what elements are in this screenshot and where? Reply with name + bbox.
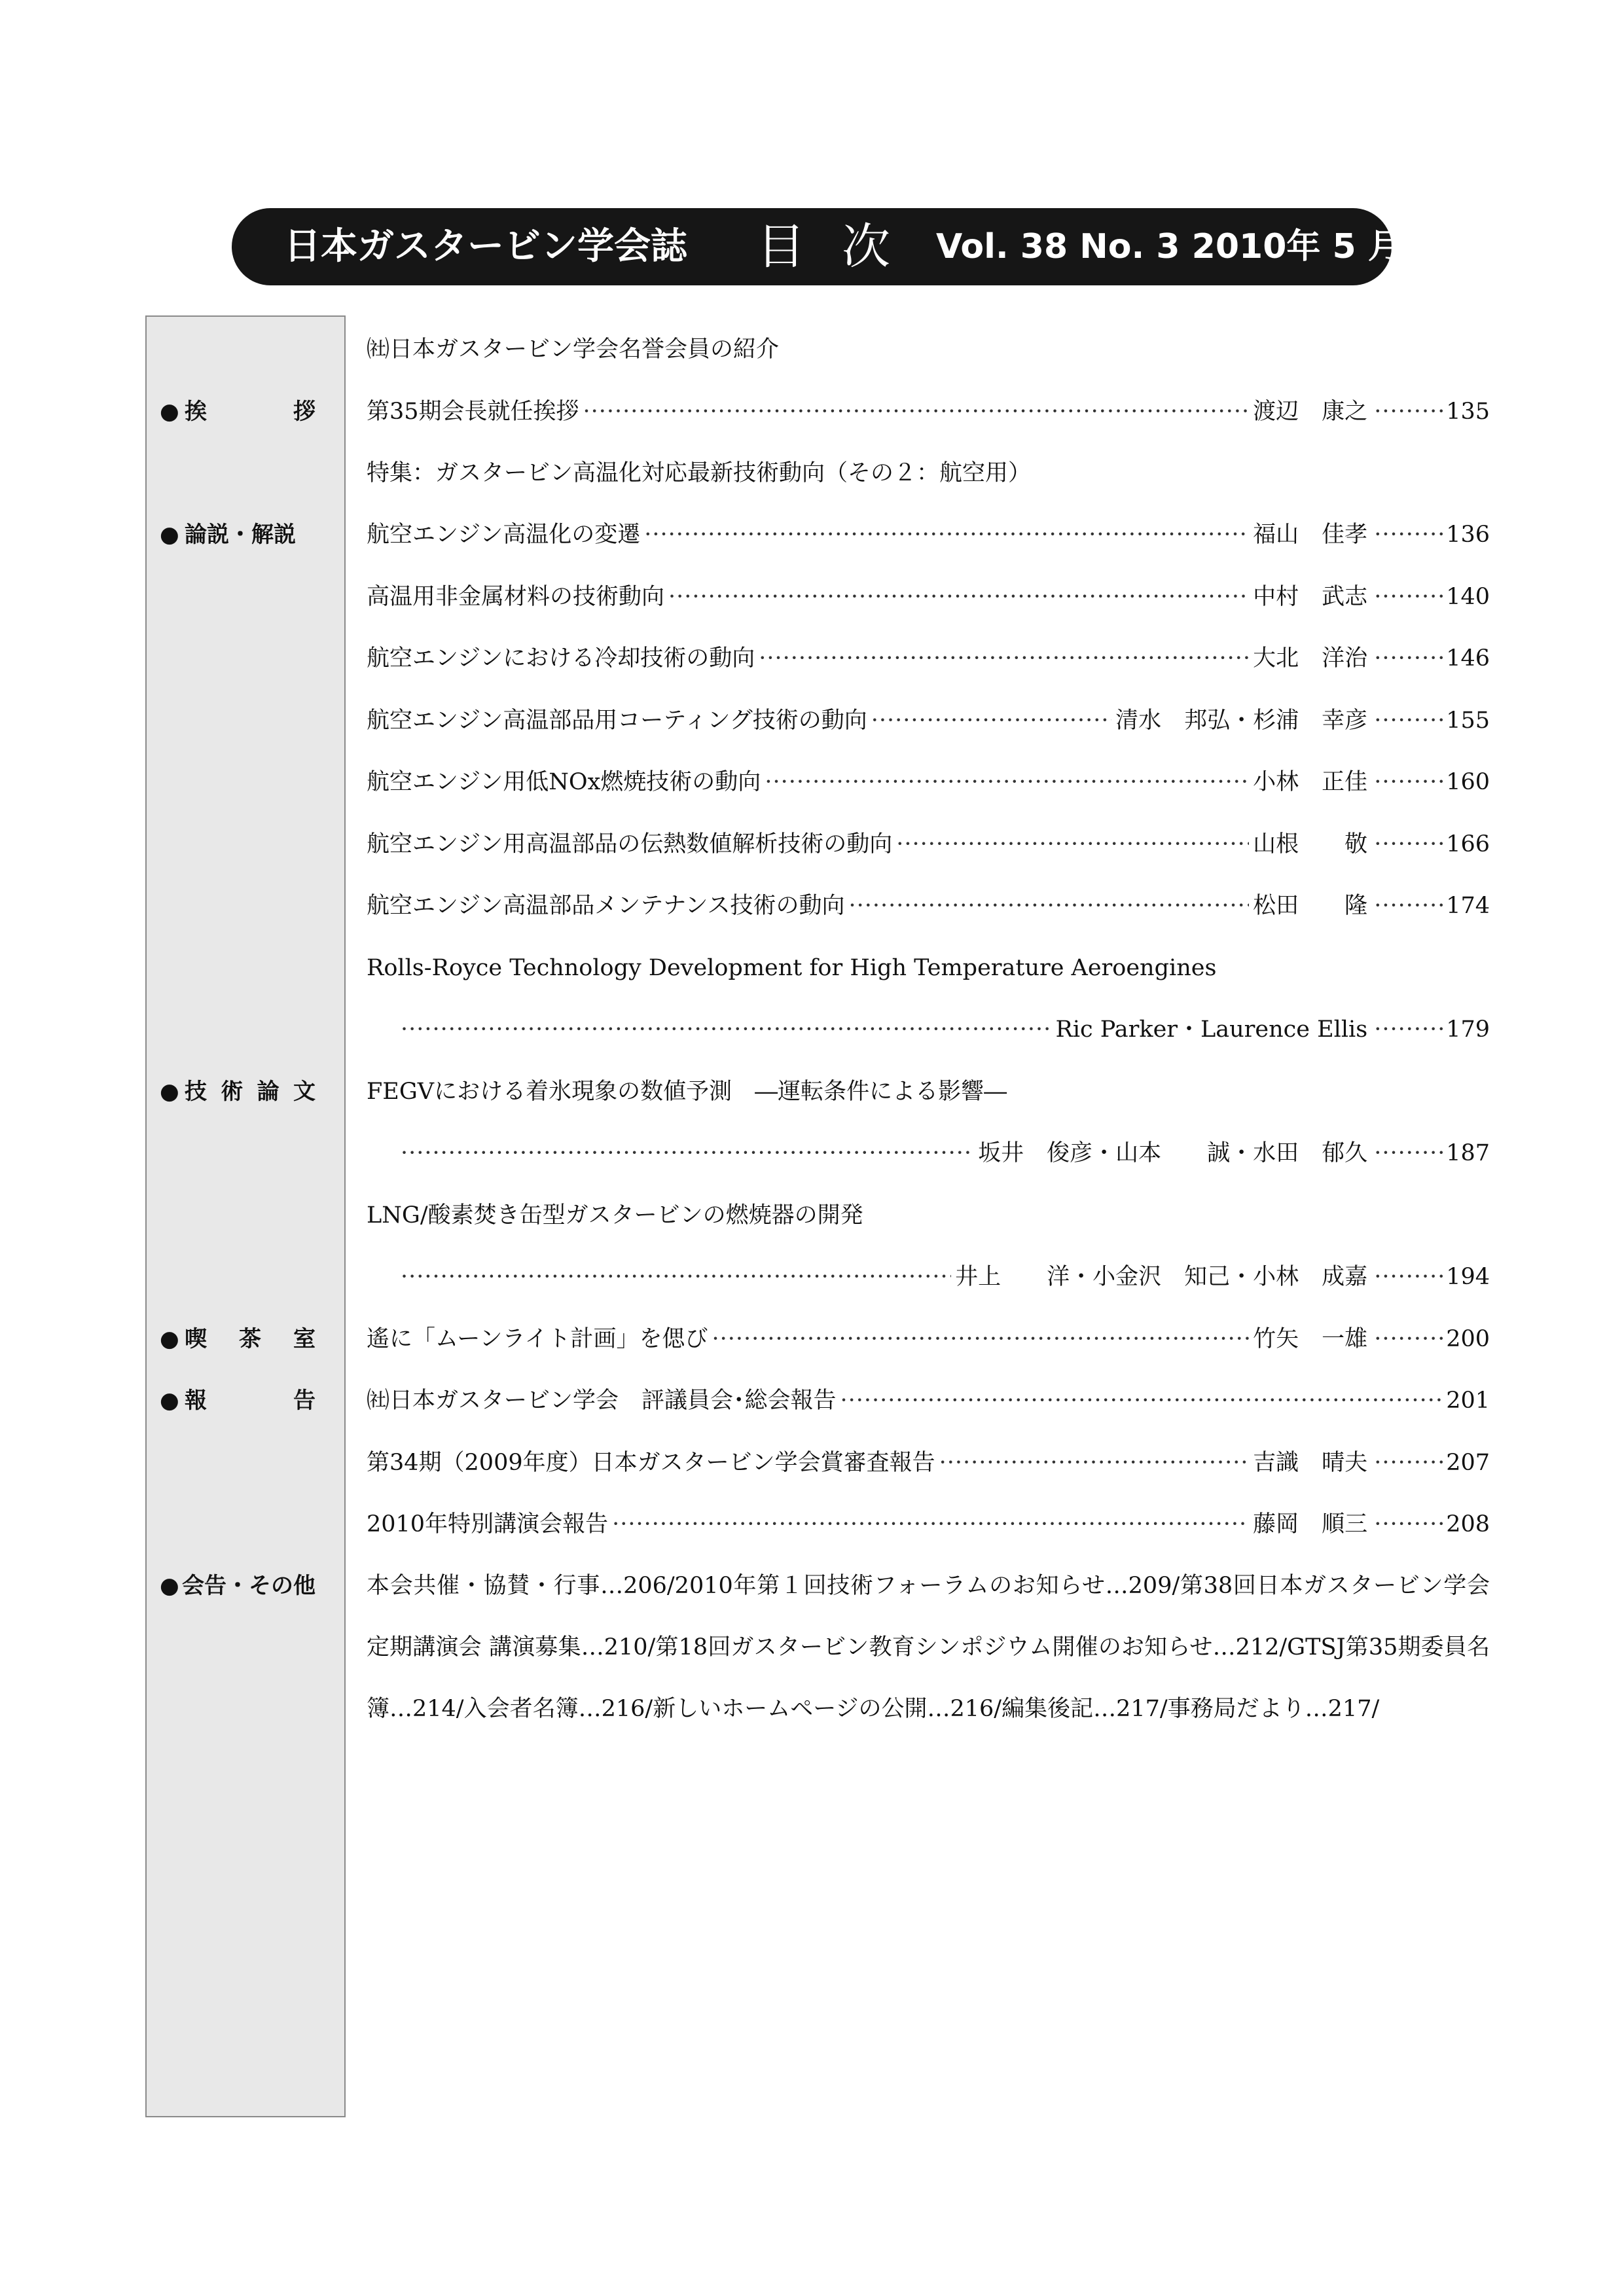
toc-entry[interactable]: 航空エンジン用低NOx燃焼技術の動向 ····· 小林 正佳 ····· 160 bbox=[367, 762, 1490, 802]
toc-entry[interactable]: ㈳日本ガスタービン学会名誉会員の紹介 bbox=[367, 336, 780, 363]
section-label-tea-room: ● 喫 茶 室 bbox=[160, 1319, 316, 1359]
bullet-icon: ● bbox=[160, 1388, 179, 1414]
section-label-review: ● 論説・解説 bbox=[160, 515, 316, 554]
section-label-greeting: ● 挨 拶 bbox=[160, 392, 316, 431]
toc-entry[interactable]: 航空エンジン高温化の変遷 ····· 福山 佳孝 ····· 136 bbox=[367, 515, 1490, 554]
toc-entry[interactable]: Rolls-Royce Technology Development for High Temperature Aeroengines bbox=[367, 955, 1217, 981]
toc-header-banner bbox=[232, 208, 1402, 285]
toc-entry[interactable]: FEGVにおける着氷現象の数値予測 ―運転条件による影響― bbox=[367, 1079, 1007, 1105]
toc-entry[interactable]: 2010年特別講演会報告 ····· 藤岡 順三 ····· 208 bbox=[367, 1505, 1490, 1544]
bullet-icon: ● bbox=[160, 1573, 179, 1599]
bullet-icon: ● bbox=[160, 522, 179, 548]
toc-entry-continuation[interactable]: ····· Ric Parker・Laurence Ellis ····· 179 bbox=[397, 1010, 1490, 1049]
journal-title: 日本ガスタービン学会誌 bbox=[284, 225, 687, 268]
toc-entry[interactable]: 高温用非金属材料の技術動向 ····· 中村 武志 ····· 140 bbox=[367, 577, 1490, 617]
toc-entry[interactable]: LNG/酸素焚き缶型ガスタービンの燃焼器の開発 bbox=[367, 1202, 863, 1229]
toc-entry-continuation[interactable]: ····· 井上 洋・小金沢 知己・小林 成嘉 ····· 194 bbox=[397, 1257, 1490, 1297]
toc-entry[interactable]: 航空エンジン用高温部品の伝熱数値解析技術の動向 ····· 山根 敬 ····· 166 bbox=[367, 825, 1490, 864]
toc-entry[interactable]: ㈳日本ガスタービン学会 評議員会･総会報告 ····· 201 bbox=[367, 1381, 1490, 1420]
bullet-icon: ● bbox=[160, 1079, 179, 1105]
section-sidebar bbox=[145, 315, 346, 2117]
toc-entry[interactable]: 航空エンジンにおける冷却技術の動向 ····· 大北 洋治 ····· 146 bbox=[367, 639, 1490, 678]
notices-paragraph: 本会共催・協賛・行事…206/2010年第１回技術フォーラムのお知らせ…209/第38回日本ガスタービン学会定期講演会 講演募集…210/第18回ガスタービン教育シンポジウム開催のお知らせ…212/GTSJ第35期委員名簿…214/入会者名簿…216/新しいホームページの公開…216/編集後記…217/事務局だより…217/ bbox=[367, 1573, 1490, 1722]
volume-info: Vol. 38 No. 3 2010年 5 月 bbox=[936, 227, 1402, 266]
bullet-icon: ● bbox=[160, 399, 179, 425]
toc-entry[interactable]: 遙に「ムーンライト計画」を偲び ····· 竹矢 一雄 ····· 200 bbox=[367, 1319, 1490, 1359]
toc-entry-continuation[interactable]: ····· 坂井 俊彦・山本 誠・水田 郁久 ····· 187 bbox=[397, 1134, 1490, 1173]
section-label-notices: ● 会告・その他 bbox=[160, 1566, 316, 1605]
toc-title: 目次 bbox=[757, 219, 927, 275]
toc-entry[interactable]: 航空エンジン高温部品用コーティング技術の動向 ····· 清水 邦弘・杉浦 幸彦 ····· 155 bbox=[367, 701, 1490, 740]
section-label-technical-papers: ● 技 術 論 文 bbox=[160, 1072, 316, 1111]
toc-entry[interactable]: 航空エンジン高温部品メンテナンス技術の動向 ····· 松田 隆 ····· 174 bbox=[367, 886, 1490, 925]
toc-special-feature-heading: 特集：ガスタービン高温化対応最新技術動向（その２：航空用） bbox=[367, 460, 1032, 486]
bullet-icon: ● bbox=[160, 1326, 179, 1352]
toc-entry[interactable]: 第34期（2009年度）日本ガスタービン学会賞審査報告 ····· 吉識 晴夫 ····· 207 bbox=[367, 1443, 1490, 1482]
section-label-reports: ● 報 告 bbox=[160, 1381, 316, 1420]
toc-entry[interactable]: 第35期会長就任挨拶 ····· 渡辺 康之 ····· 135 bbox=[367, 392, 1490, 431]
